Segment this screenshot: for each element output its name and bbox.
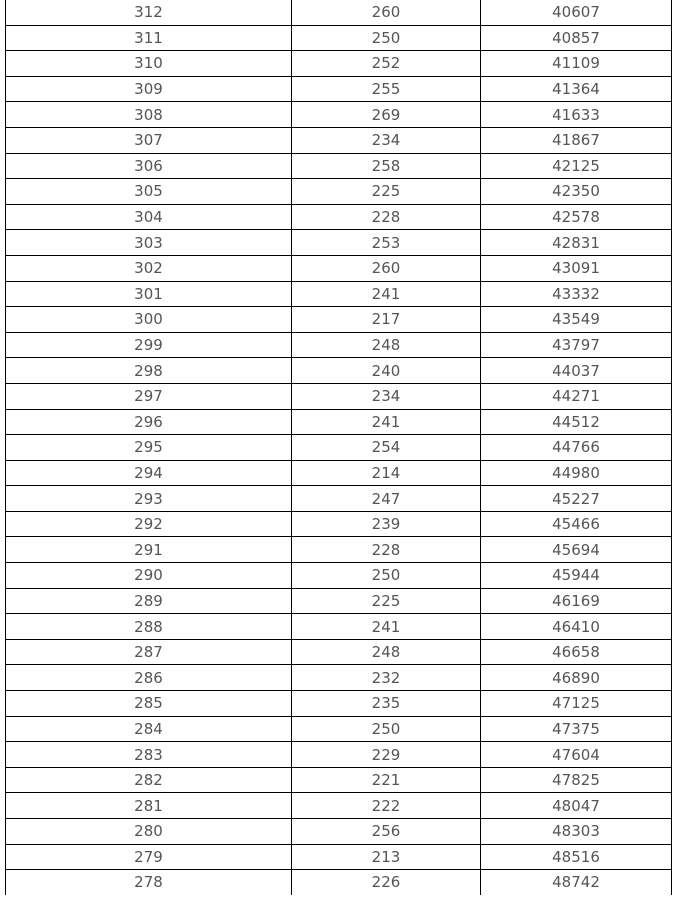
score-cell: 307 <box>6 127 292 153</box>
table-row <box>6 511 672 537</box>
score-cell: 306 <box>6 153 292 179</box>
table-body <box>6 0 672 895</box>
table-row <box>6 127 672 153</box>
score-cell: 287 <box>6 639 292 665</box>
table-row <box>6 435 672 461</box>
cumulative-cell: 41109 <box>481 51 672 77</box>
cumulative-cell: 41867 <box>481 127 672 153</box>
cumulative-cell: 46890 <box>481 665 672 691</box>
cumulative-cell: 47125 <box>481 691 672 717</box>
score-cell: 301 <box>6 281 292 307</box>
table-row <box>6 409 672 435</box>
cumulative-cell: 43549 <box>481 307 672 333</box>
count-cell: 248 <box>292 332 481 358</box>
cumulative-cell: 46410 <box>481 614 672 640</box>
cumulative-cell: 40607 <box>481 0 672 25</box>
cumulative-cell: 48303 <box>481 819 672 845</box>
count-cell: 221 <box>292 767 481 793</box>
cumulative-cell: 43332 <box>481 281 672 307</box>
table-row <box>6 102 672 128</box>
cumulative-cell: 48742 <box>481 870 672 895</box>
score-cell: 299 <box>6 332 292 358</box>
cumulative-cell: 48047 <box>481 793 672 819</box>
score-cell: 312 <box>6 0 292 25</box>
count-cell: 260 <box>292 0 481 25</box>
score-cell: 288 <box>6 614 292 640</box>
table-row <box>6 51 672 77</box>
count-cell: 222 <box>292 793 481 819</box>
score-cell: 303 <box>6 230 292 256</box>
score-cell: 311 <box>6 25 292 51</box>
score-cell: 284 <box>6 716 292 742</box>
count-cell: 228 <box>292 537 481 563</box>
score-cell: 298 <box>6 358 292 384</box>
table-row <box>6 793 672 819</box>
cumulative-cell: 44766 <box>481 435 672 461</box>
count-cell: 213 <box>292 844 481 870</box>
table-row <box>6 230 672 256</box>
count-cell: 247 <box>292 486 481 512</box>
count-cell: 241 <box>292 614 481 640</box>
score-cell: 290 <box>6 563 292 589</box>
count-cell: 241 <box>292 281 481 307</box>
score-cell: 297 <box>6 383 292 409</box>
cumulative-cell: 45466 <box>481 511 672 537</box>
table-row <box>6 204 672 230</box>
table-row <box>6 486 672 512</box>
cumulative-cell: 45227 <box>481 486 672 512</box>
score-distribution-table <box>5 0 672 895</box>
table-row <box>6 25 672 51</box>
score-cell: 291 <box>6 537 292 563</box>
cumulative-cell: 47825 <box>481 767 672 793</box>
score-cell: 293 <box>6 486 292 512</box>
table-row <box>6 588 672 614</box>
table-row <box>6 307 672 333</box>
score-cell: 289 <box>6 588 292 614</box>
table-row <box>6 742 672 768</box>
table-row <box>6 563 672 589</box>
cumulative-cell: 47375 <box>481 716 672 742</box>
score-cell: 286 <box>6 665 292 691</box>
score-cell: 302 <box>6 255 292 281</box>
table-row <box>6 870 672 895</box>
table-row <box>6 767 672 793</box>
score-cell: 283 <box>6 742 292 768</box>
score-cell: 296 <box>6 409 292 435</box>
cumulative-cell: 41633 <box>481 102 672 128</box>
count-cell: 226 <box>292 870 481 895</box>
cumulative-cell: 42578 <box>481 204 672 230</box>
count-cell: 214 <box>292 460 481 486</box>
table-row <box>6 153 672 179</box>
count-cell: 225 <box>292 179 481 205</box>
table-row <box>6 358 672 384</box>
count-cell: 253 <box>292 230 481 256</box>
score-cell: 279 <box>6 844 292 870</box>
table-row <box>6 0 672 25</box>
table-row <box>6 537 672 563</box>
count-cell: 228 <box>292 204 481 230</box>
score-cell: 300 <box>6 307 292 333</box>
count-cell: 254 <box>292 435 481 461</box>
cumulative-cell: 42831 <box>481 230 672 256</box>
score-cell: 294 <box>6 460 292 486</box>
cumulative-cell: 45694 <box>481 537 672 563</box>
count-cell: 269 <box>292 102 481 128</box>
table-row <box>6 281 672 307</box>
count-cell: 234 <box>292 383 481 409</box>
score-cell: 295 <box>6 435 292 461</box>
table-row <box>6 639 672 665</box>
score-cell: 280 <box>6 819 292 845</box>
cumulative-cell: 47604 <box>481 742 672 768</box>
score-cell: 285 <box>6 691 292 717</box>
count-cell: 225 <box>292 588 481 614</box>
score-cell: 292 <box>6 511 292 537</box>
table-row <box>6 691 672 717</box>
table-row <box>6 179 672 205</box>
cumulative-cell: 42125 <box>481 153 672 179</box>
table-row <box>6 665 672 691</box>
cumulative-cell: 44037 <box>481 358 672 384</box>
score-cell: 304 <box>6 204 292 230</box>
count-cell: 258 <box>292 153 481 179</box>
table-row <box>6 844 672 870</box>
cumulative-cell: 44512 <box>481 409 672 435</box>
cumulative-cell: 40857 <box>481 25 672 51</box>
count-cell: 240 <box>292 358 481 384</box>
count-cell: 217 <box>292 307 481 333</box>
cumulative-cell: 45944 <box>481 563 672 589</box>
count-cell: 234 <box>292 127 481 153</box>
table-row <box>6 614 672 640</box>
count-cell: 248 <box>292 639 481 665</box>
cumulative-cell: 44271 <box>481 383 672 409</box>
table-row <box>6 332 672 358</box>
cumulative-cell: 48516 <box>481 844 672 870</box>
count-cell: 239 <box>292 511 481 537</box>
score-cell: 309 <box>6 76 292 102</box>
count-cell: 260 <box>292 255 481 281</box>
table-row <box>6 255 672 281</box>
count-cell: 250 <box>292 716 481 742</box>
count-cell: 229 <box>292 742 481 768</box>
count-cell: 250 <box>292 25 481 51</box>
table-row <box>6 76 672 102</box>
score-cell: 308 <box>6 102 292 128</box>
count-cell: 232 <box>292 665 481 691</box>
count-cell: 241 <box>292 409 481 435</box>
score-cell: 310 <box>6 51 292 77</box>
cumulative-cell: 43091 <box>481 255 672 281</box>
score-cell: 305 <box>6 179 292 205</box>
cumulative-cell: 43797 <box>481 332 672 358</box>
cumulative-cell: 46169 <box>481 588 672 614</box>
cumulative-cell: 44980 <box>481 460 672 486</box>
cumulative-cell: 46658 <box>481 639 672 665</box>
score-cell: 278 <box>6 870 292 895</box>
table-row <box>6 819 672 845</box>
table-row <box>6 460 672 486</box>
count-cell: 255 <box>292 76 481 102</box>
score-cell: 281 <box>6 793 292 819</box>
cumulative-cell: 41364 <box>481 76 672 102</box>
count-cell: 235 <box>292 691 481 717</box>
table-row <box>6 383 672 409</box>
score-cell: 282 <box>6 767 292 793</box>
cumulative-cell: 42350 <box>481 179 672 205</box>
count-cell: 250 <box>292 563 481 589</box>
count-cell: 256 <box>292 819 481 845</box>
count-cell: 252 <box>292 51 481 77</box>
table-row <box>6 716 672 742</box>
